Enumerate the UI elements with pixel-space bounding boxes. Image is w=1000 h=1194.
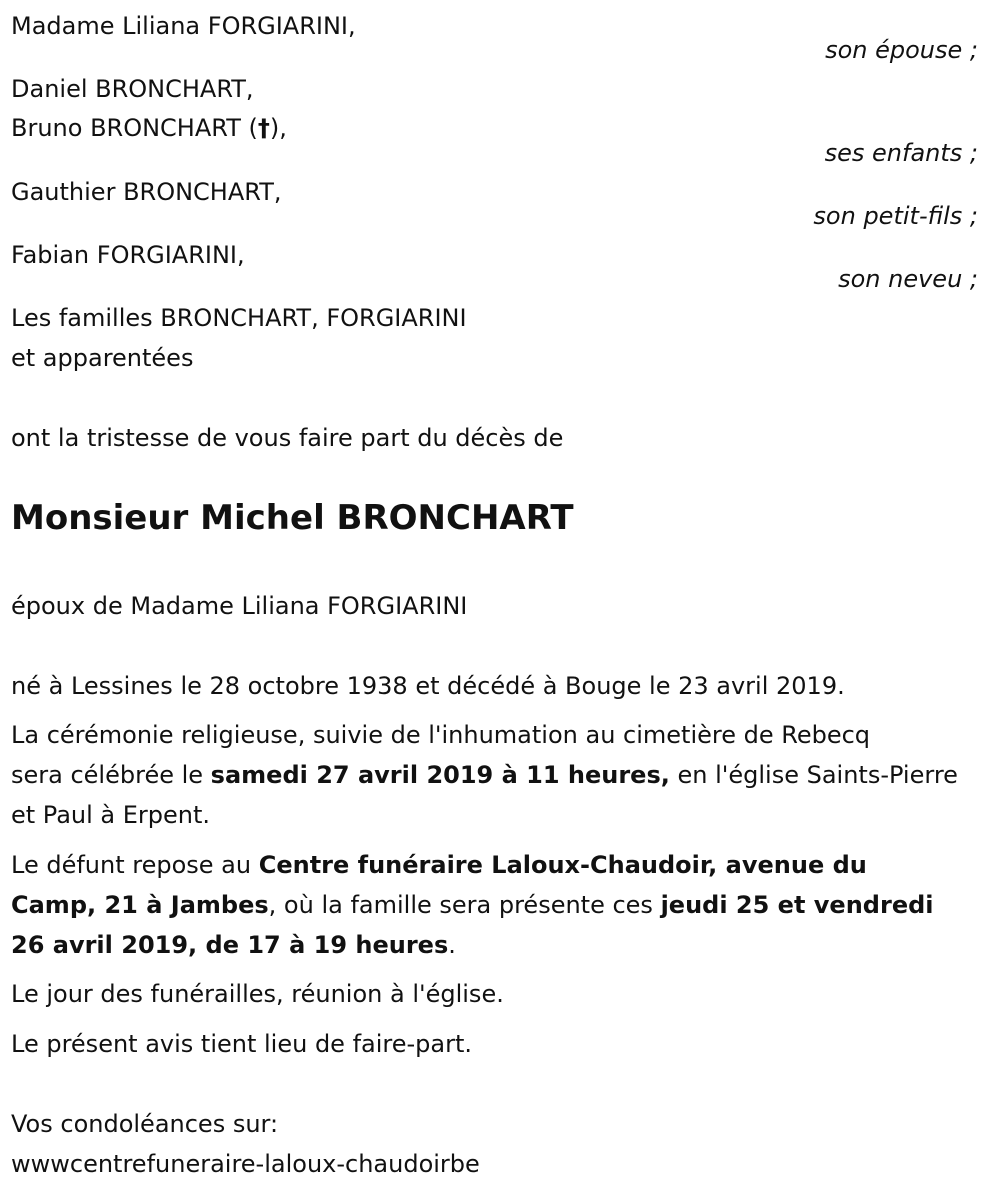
funeral-center: Centre funéraire Laloux-Chaudoir, avenue du	[258, 851, 867, 879]
reunion-line: Le jour des funérailles, réunion à l'église.	[11, 980, 504, 1008]
rest-line-1	[11, 845, 986, 885]
rest-line-2-mid: , où la famille sera présente ces	[268, 891, 661, 919]
nephew-role: son neveu ;	[838, 265, 978, 293]
families-line-2: et apparentées	[11, 344, 194, 372]
child-2-name-text: Bruno BRONCHART (	[11, 114, 258, 142]
condolences-url[interactable]: wwwcentrefuneraire-laloux-chaudoirbe	[11, 1150, 480, 1178]
rest-paragraph	[11, 845, 986, 965]
visit-hours: 26 avril 2019, de 17 à 19 heures	[11, 931, 449, 959]
child-1-name: Daniel BRONCHART,	[11, 75, 254, 103]
rest-line-2	[11, 885, 986, 925]
ceremony-line-2-start: sera célébrée le	[11, 761, 211, 789]
funeral-center-address: Camp, 21 à Jambes	[11, 891, 269, 919]
rest-line-1-start: Le défunt repose au	[11, 851, 259, 879]
families-line-1: Les familles BRONCHART, FORGIARINI	[11, 304, 467, 332]
rest-line-3	[11, 925, 986, 965]
child-2-name-end: ),	[269, 114, 287, 142]
grandson-name: Gauthier BRONCHART,	[11, 178, 282, 206]
rest-line-3-end: .	[448, 931, 456, 959]
spouse-line: époux de Madame Liliana FORGIARINI	[11, 592, 468, 620]
deceased-name: Monsieur Michel BRONCHART	[11, 498, 574, 538]
birth-death-line: né à Lessines le 28 octobre 1938 et décédé à Bouge le 23 avril 2019.	[11, 672, 845, 700]
wife-name: Madame Liliana FORGIARINI,	[11, 12, 356, 40]
wife-role: son épouse ;	[825, 36, 978, 64]
condolences-label: Vos condoléances sur:	[11, 1110, 279, 1138]
ceremony-date: samedi 27 avril 2019 à 11 heures,	[210, 761, 670, 789]
children-role: ses enfants ;	[824, 139, 978, 167]
visit-days: jeudi 25 et vendredi	[660, 891, 934, 919]
ceremony-line-2-end: en l'église Saints-Pierre	[669, 761, 958, 789]
announcement-text: ont la tristesse de vous faire part du décès de	[11, 424, 564, 452]
nephew-name: Fabian FORGIARINI,	[11, 241, 245, 269]
cross-icon: †	[257, 114, 270, 142]
grandson-role: son petit-fils ;	[813, 202, 978, 230]
ceremony-line-2	[11, 755, 986, 795]
ceremony-line-1: La cérémonie religieuse, suivie de l'inhumation au cimetière de Rebecq	[11, 721, 871, 749]
ceremony-line-3: et Paul à Erpent.	[11, 801, 211, 829]
notice-line: Le présent avis tient lieu de faire-part.	[11, 1030, 473, 1058]
ceremony-paragraph	[11, 715, 986, 835]
